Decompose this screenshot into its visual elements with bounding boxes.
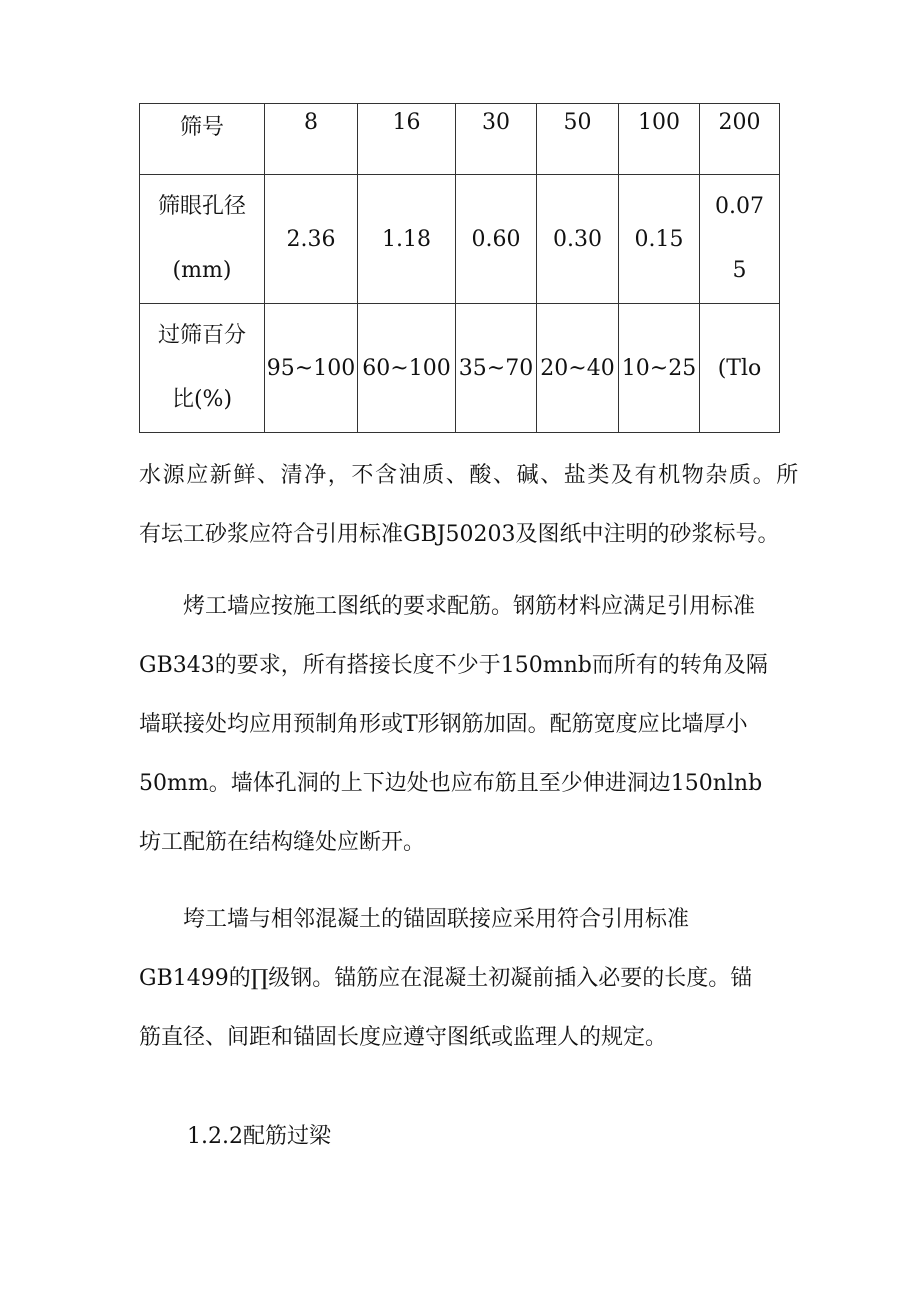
table-cell: 10~25 bbox=[619, 304, 700, 433]
table-row-passing-percent bbox=[140, 304, 780, 433]
table-cell: 0.15 bbox=[619, 175, 700, 304]
paragraph-line: 墙联接处均应用预制角形或T形钢筋加固。配筋宽度应比墙厚小 bbox=[139, 712, 748, 737]
table-row-sieve-number bbox=[140, 104, 780, 175]
paragraph-line: GB343的要求，所有搭接长度不少于150mnb而所有的转角及隔 bbox=[139, 653, 768, 678]
table-cell: 20~40 bbox=[537, 304, 619, 433]
paragraph-wall-reinforcement bbox=[139, 577, 784, 872]
table-cell: 95~100 bbox=[265, 304, 358, 433]
table-cell: 8 bbox=[265, 104, 358, 175]
paragraph-line: 有坛工砂浆应符合引用标准GBJ50203及图纸中注明的砂浆标号。 bbox=[139, 522, 780, 547]
table-cell: 100 bbox=[619, 104, 700, 175]
paragraph-line: 筋直径、间距和锚固长度应遵守图纸或监理人的规定。 bbox=[139, 1025, 668, 1050]
paragraph-water-source bbox=[139, 446, 800, 564]
table-cell: 1.18 bbox=[358, 175, 456, 304]
paragraph-anchor-connection bbox=[139, 890, 784, 1067]
table-cell: (Tlo bbox=[700, 304, 780, 433]
section-heading: 1.2.2配筋过梁 bbox=[187, 1124, 331, 1149]
table-cell-header bbox=[140, 175, 265, 304]
paragraph-line: 坊工配筋在结构缝处应断开。 bbox=[139, 830, 426, 855]
table-cell: 200 bbox=[700, 104, 780, 175]
cell-label-line: 筛眼孔径 bbox=[157, 194, 246, 219]
cell-value-line: 0.07 bbox=[715, 194, 764, 219]
paragraph-line: GB1499的∏级钢。锚筋应在混凝土初凝前插入必要的长度。锚 bbox=[139, 966, 753, 991]
table-row-aperture bbox=[140, 175, 780, 304]
table-cell-header bbox=[140, 304, 265, 433]
table-cell: 0.30 bbox=[537, 175, 619, 304]
cell-value-line: 5 bbox=[732, 258, 747, 283]
table-cell: 2.36 bbox=[265, 175, 358, 304]
table-cell: 16 bbox=[358, 104, 456, 175]
table-cell: 50 bbox=[537, 104, 619, 175]
paragraph-line: 50mm。墙体孔洞的上下边处也应布筋且至少伸进洞边150nlnb bbox=[139, 771, 763, 796]
table-cell-header: 筛号 bbox=[140, 104, 265, 175]
cell-label-line: 比(%) bbox=[171, 387, 233, 412]
cell-label-line: (mm) bbox=[172, 258, 232, 283]
cell-label-line: 过筛百分 bbox=[157, 323, 246, 348]
table-cell: 0.60 bbox=[456, 175, 537, 304]
table-cell bbox=[700, 175, 780, 304]
table-cell: 35~70 bbox=[456, 304, 537, 433]
paragraph-line: 烤工墙应按施工图纸的要求配筋。钢筋材料应满足引用标准 bbox=[139, 594, 756, 619]
paragraph-line: 水源应新鲜、清净，不含油质、酸、碱、盐类及有机物杂质。所 bbox=[139, 463, 800, 488]
paragraph-line: 垮工墙与相邻混凝土的锚固联接应采用符合引用标准 bbox=[139, 907, 690, 932]
sieve-gradation-table bbox=[139, 103, 780, 433]
table-cell: 60~100 bbox=[358, 304, 456, 433]
table-cell: 30 bbox=[456, 104, 537, 175]
